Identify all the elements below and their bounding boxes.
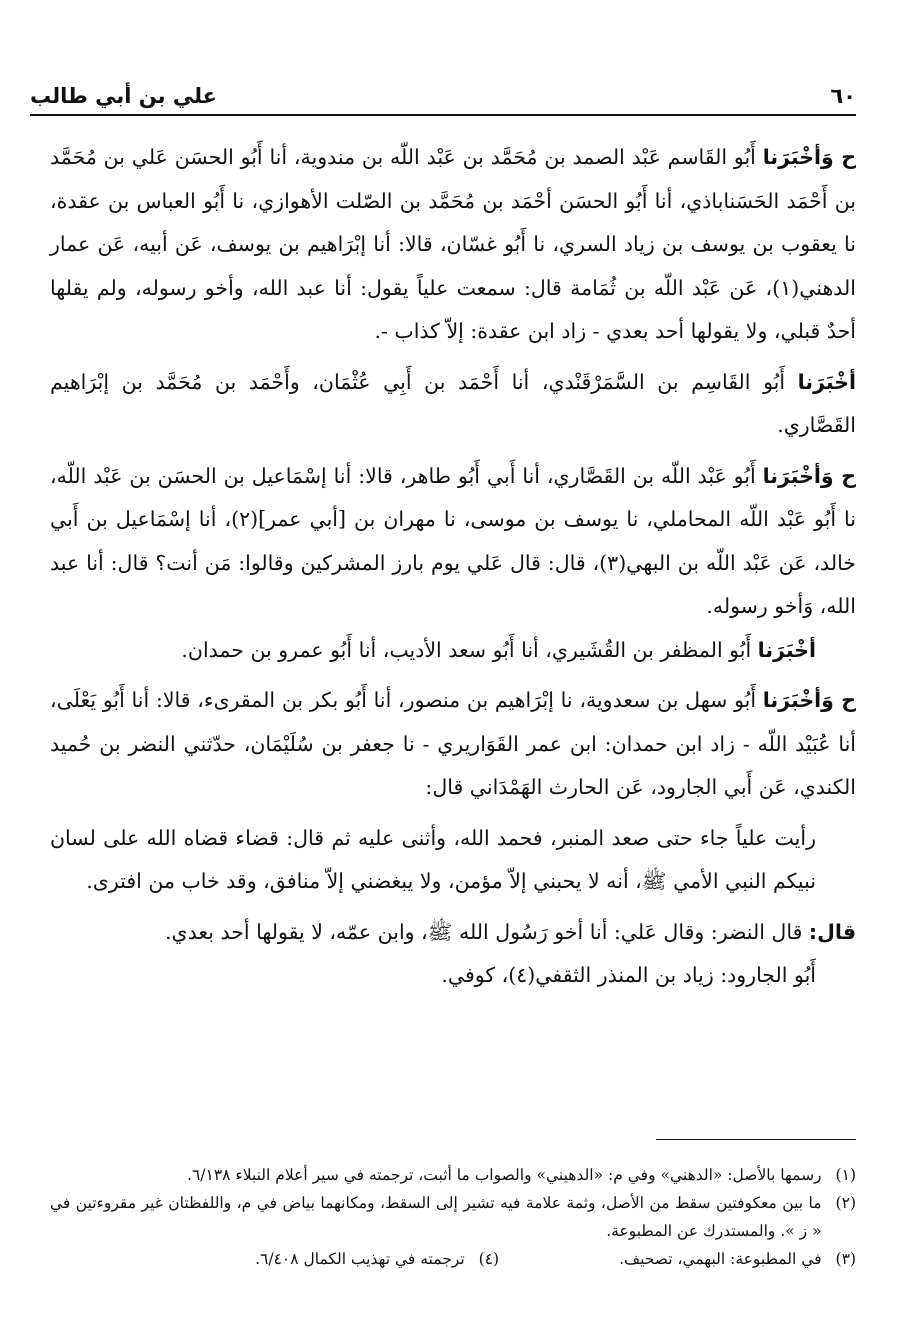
- footnote-number: (١): [835, 1166, 856, 1184]
- page-header: [30, 74, 856, 108]
- running-title: علي بن أبي طالب: [30, 84, 217, 108]
- paragraph-body: رأيت علياً جاء حتى صعد المنبر، فحمد الله، وأثنى عليه ثم قال: قضاء قضاه الله على لسان نبيكم النبي الأمي ﷺ، أنه لا يحبني إلاّ مؤمن، ولا يبغضني إلاّ منافق، وقد خاب من افترى.: [50, 825, 816, 893]
- paragraph-body: أَبُو القَاسِم بن السَّمَرْقَنْدي، أنا أَحْمَد بن أَبِي عُثْمَان، وأَحْمَد بن مُحَمَّد بن إبْرَاهيم القَصَّاري.: [50, 369, 856, 437]
- paragraph-8: [50, 954, 856, 998]
- paragraph-keyword: ح وَأخْبَرَنا: [762, 463, 856, 488]
- footnote-3: [619, 1245, 856, 1273]
- paragraph-keyword: ح وَأخْبَرَنا: [762, 145, 856, 169]
- footnote-text: ترجمته في تهذيب الكمال ٦/٤٠٨.: [255, 1250, 465, 1268]
- paragraph-body: أَبُو عَبْد اللّه بن القَصَّاري، أنا أَبي أَبُو طاهر، قالا: أنا إسْمَاعيل بن الحسَن بن عَبْد اللّه، نا أَبُو عَبْد اللّه المحاملي، نا يوسف بن موسى، نا مهران بن [أبي عمر](٢)، أنا إسْمَاعيل بن أَبي خالد، عَن عَبْد اللّه بن البهي(٣)، قال: قال عَلي يوم بارز المشركين وقالوا: مَن أنت؟ قال: أنا عبد الله، وَأخو رسوله.: [50, 463, 856, 618]
- page-number: ٦٠: [830, 84, 856, 108]
- footnote-text: رسمها بالأصل: «الدهني» وفي م: «الدهيني» والصواب ما أثبت، ترجمته في سير أعلام النبلاء ٦/١٣٨.: [187, 1166, 822, 1184]
- footnote-text: ما بين معكوفتين سقط من الأصل، وثمة علامة فيه تشير إلى السقط، ومكانهما بياض في م، واللفظتان غير مقروءتين في « ز ». والمستدرك عن المطبوعة.: [50, 1194, 822, 1240]
- header-rule: [30, 114, 856, 116]
- paragraph-body: قال النضر: وقال عَلي: أنا أخو رَسُول الله ﷺ، وابن عمّه، لا يقولها أحد بعدي.: [165, 919, 809, 944]
- paragraph-body: أَبُو القَاسم عَبْد الصمد بن مُحَمَّد بن عَبْد اللّه بن مندوية، أنا أَبُو الحسَن عَلي بن مُحَمَّد بن أَحْمَد الحَسَناباذي، أنا أَبُو الحسَن أحْمَد بن مُحَمَّد بن الصّلت الأهوازي، نا أَبُو العباس بن عقدة، نا يعقوب بن يوسف بن زياد السري، نا أَبُو غسّان، قالا: أنا إبْرَاهيم بن يوسف، عَن أبيه، عَن عمار الدهني(١)، عَن عَبْد اللّه بن ثُمَامة قال: سمعت علياً يقول: أنا عبد الله، وأخو رسوله، ولم يقلها أحدٌ قبلي، ولا يقولها أحد بعدي - زاد ابن عقدة: إلاّ كذاب -.: [50, 145, 856, 343]
- paragraph-body: أَبُو الجارود: زياد بن المنذر الثقفي(٤)، كوفي.: [441, 963, 816, 987]
- footnote-text: في المطبوعة: البهمي، تصحيف.: [619, 1250, 822, 1268]
- paragraph-keyword: أخْبَرَنا: [797, 369, 856, 394]
- paragraph-7: [50, 911, 856, 955]
- paragraph-body: أَبُو المظفر بن القُشَيري، أنا أَبُو سعد الأديب، أنا أَبُو عمرو بن حمدان.: [181, 637, 758, 662]
- paragraph-5: [50, 679, 856, 810]
- footnote-row: [50, 1245, 856, 1273]
- footnote-rule: [656, 1139, 856, 1140]
- footnotes: [50, 1161, 856, 1273]
- paragraph-6: [50, 817, 856, 904]
- paragraph-2: [50, 361, 856, 448]
- paragraph-keyword: قال:: [808, 919, 856, 944]
- paragraph-keyword: أخْبَرَنا: [757, 637, 816, 662]
- paragraph-4: [50, 629, 856, 673]
- footnote-1: [50, 1161, 856, 1189]
- footnote-4: [255, 1245, 499, 1273]
- paragraph-keyword: ح وَأخْبَرَنا: [762, 688, 856, 712]
- paragraph-body: أَبُو سهل بن سعدوية، نا إبْرَاهيم بن منصور، أنا أَبُو بكر بن المقرىء، قالا: أنا أَبُو يَعْلَى، أنا عُبَيْد اللّه - زاد ابن حمدان: ابن عمر القَوَاريري - نا جعفر بن سُلَيْمَان، حدّثني النضر بن حُميد الكندي، عَن أَبي الجارود، عَن الحارث الهَمْدَاني قال:: [50, 688, 856, 799]
- paragraph-3: [50, 455, 856, 629]
- footnote-2: [50, 1189, 856, 1245]
- paragraph-1: [50, 136, 856, 354]
- footnote-number: (٣): [835, 1250, 856, 1268]
- footnote-number: (٢): [835, 1194, 856, 1212]
- footnote-number: (٤): [478, 1250, 500, 1268]
- main-text: [50, 136, 856, 998]
